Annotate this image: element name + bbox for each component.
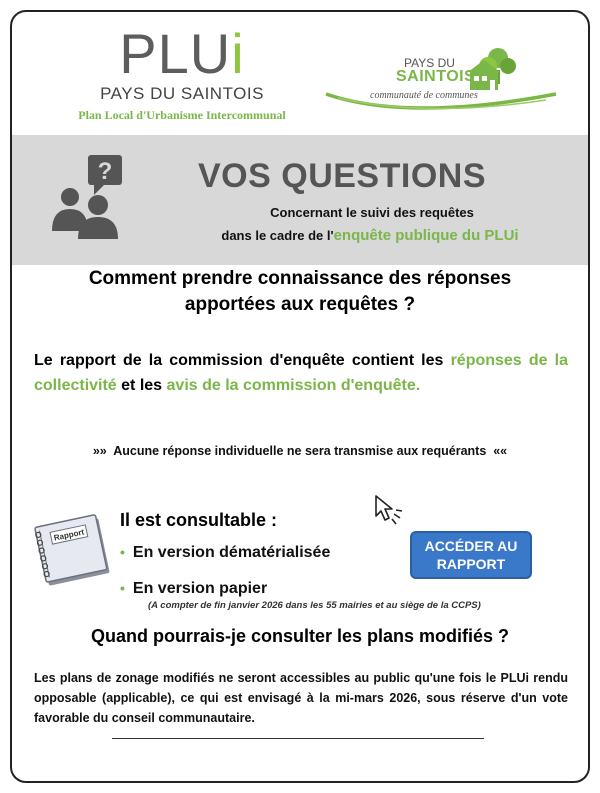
ccps-logo-name: SAINTOIS	[396, 68, 476, 85]
band-subtitle-line1: Concernant le suivi des requêtes	[270, 205, 474, 220]
svg-text:?: ?	[97, 158, 113, 185]
ccps-logo	[318, 42, 568, 122]
bullet-digital-version: • En version dématérialisée	[120, 544, 331, 561]
bullet-paper-version: • En version papier	[120, 580, 268, 597]
paper-version-note: (A compter de fin janvier 2026 dans les 55 mairies et au siège de la CCPS)	[148, 600, 481, 611]
double-chevron-left-icon: ««	[493, 444, 508, 458]
bullet-dot: •	[120, 580, 125, 596]
plui-logo-tagline: Plan Local d'Urbanisme Intercommunal	[78, 108, 286, 122]
consult-title: Il est consultable :	[120, 510, 278, 530]
plui-logo-word: PLUi	[119, 22, 245, 85]
question2-title: Quand pourrais-je consulter les plans modifiés ?	[90, 626, 510, 646]
band-subtitle-highlight: enquête publique du PLUi	[333, 227, 519, 244]
people-question-icon	[46, 151, 136, 241]
question1-title: Comment prendre connaissance des réponses apportées aux requêtes ?	[88, 268, 512, 315]
report-book-icon	[28, 504, 118, 594]
question2-paragraph: Les plans de zonage modifiés ne seront accessibles au public qu'une fois le PLUi rendu opposable (applicable), ce qui est envisagé à la mi-mars 2026, sous réserve d'un vote favorable du conseil communautaire.	[34, 671, 568, 725]
report-book-label: Rapport	[53, 527, 85, 543]
double-chevron-right-icon: »»	[92, 444, 107, 458]
ccps-logo-pays: PAYS DU	[404, 56, 455, 70]
questions-band	[12, 135, 588, 265]
ccps-logo-community: communauté de communes	[370, 90, 478, 101]
plui-logo	[72, 22, 292, 123]
header-logos	[12, 12, 588, 132]
question1-paragraph: Le rapport de la commission d'enquête contient les réponses de la collectivité et les avis de la commission d'enquête.	[34, 352, 568, 394]
access-report-button[interactable]: ACCÉDER AU RAPPORT	[410, 531, 532, 579]
bottom-divider	[112, 738, 484, 739]
poster-frame	[10, 10, 590, 783]
bullet-dot: •	[120, 544, 125, 560]
band-subtitle-line2: dans le cadre de l'enquête publique du PLUi	[221, 227, 519, 244]
click-cursor-icon	[370, 492, 406, 528]
no-individual-response-note: »» Aucune réponse individuelle ne sera transmise aux requérants ««	[92, 444, 508, 458]
page-title: VOS QUESTIONS	[198, 157, 486, 195]
plui-logo-subtitle: PAYS DU SAINTOIS	[100, 84, 264, 103]
